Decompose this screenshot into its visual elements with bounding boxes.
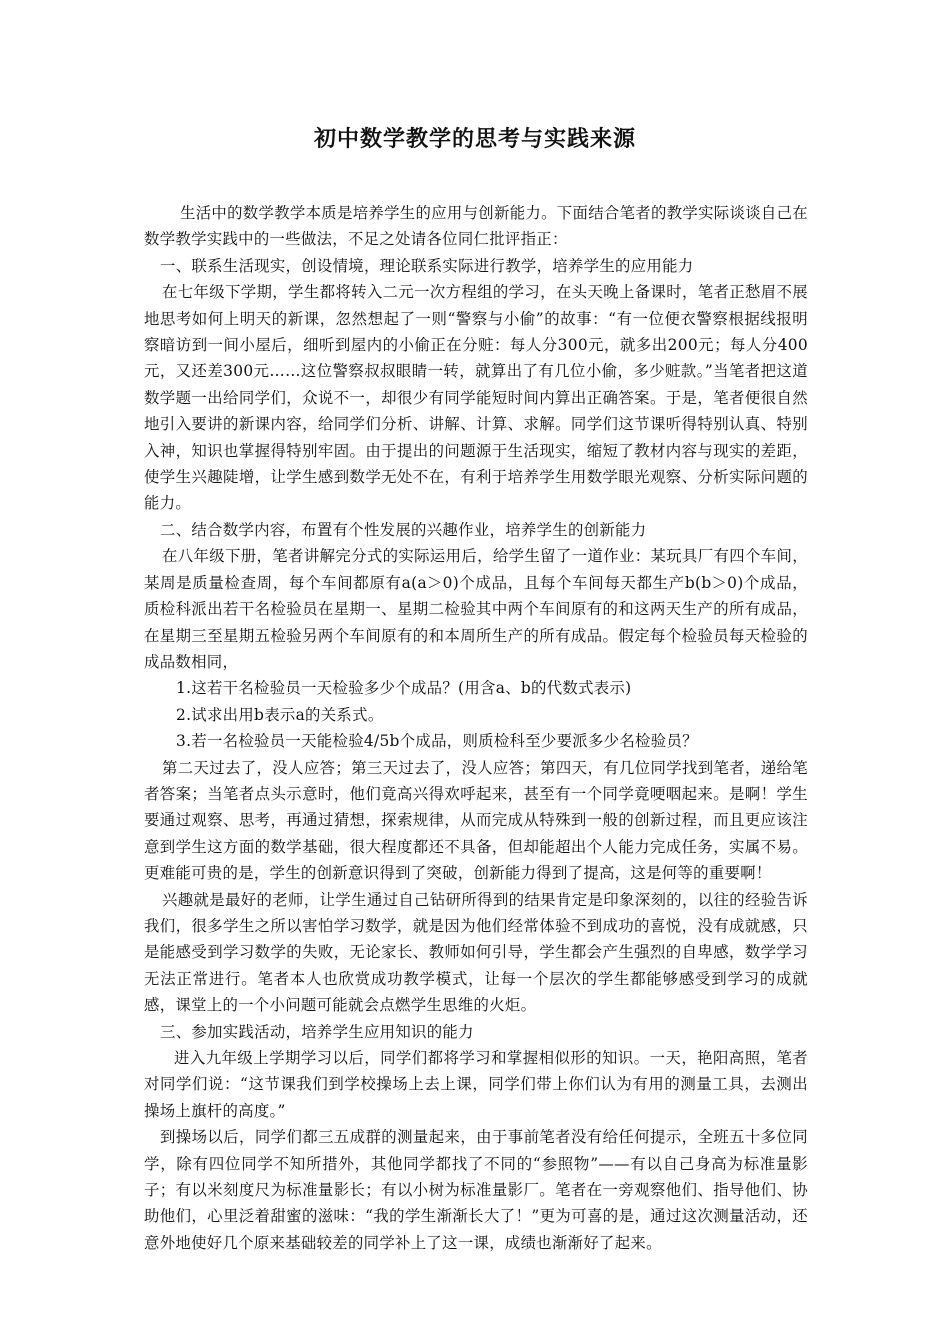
section-heading-2: 二、结合数学内容，布置有个性发展的兴趣作业，培养学生的创新能力: [160, 520, 647, 539]
section-heading-1: 一、联系生活现实，创设情境，理论联系实际进行教学，培养学生的应用能力: [160, 256, 694, 275]
intro-paragraph: 生活中的数学教学本质是培养学生的应用与创新能力。下面结合笔者的教学实际谈谈自己在数学教学实践中的一些做法，不足之处请各位同仁批评指正：: [144, 204, 808, 249]
body-paragraph: 进入九年级上学期学习以后，同学们都将学习和掌握相似形的知识。一天，艳阳高照，笔者对同学们说：“这节课我们到学校操场上去上课，同学们带上你们认为有用的测量工具，去测出操场上旗杆的高度。”: [144, 1049, 808, 1120]
list-item: 3.若一名检验员一天能检验4/5b个成品，则质检科至少要派多少名检验员？: [176, 732, 698, 751]
body-paragraph: 兴趣就是最好的老师，让学生通过自己钻研所得到的结果肯定是印象深刻的，以往的经验告诉我们，很多学生之所以害怕学习数学，就是因为他们经常体验不到成功的喜悦，没有成就感，只是能感受到学习数学的失败，无论家长、教师如何引导，学生都会产生强烈的自卑感，数学学习无法正常进行。笔者本人也欣赏成功教学模式，让每一个层次的学生都能够感受到学习的成就感，课堂上的一个小问题可能就会点燃学生思维的火炬。: [144, 890, 808, 1015]
document-title: 初中数学教学的思考与实践来源: [313, 127, 636, 152]
body-paragraph: 到操场以后，同学们都三五成群的测量起来，由于事前笔者没有给任何提示，全班五十多位同学，除有四位同学不知所措外，其他同学都找了不同的“参照物”——有以自己身高为标准量影子；有以米刻度尺为标准量影长；有以小树为标准量影厂。笔者在一旁观察他们、指导他们、协助他们，心里泛着甜蜜的滋味：“我的学生渐渐长大了！”更为可喜的是，通过这次测量活动，还意外地使好几个原来基础较差的同学补上了这一课，成绩也渐渐好了起来。: [144, 1128, 808, 1252]
document-body: [144, 200, 808, 1256]
body-paragraph: 在八年级下册，笔者讲解完分式的实际运用后，给学生留了一道作业：某玩具厂有四个车间，某周是质量检查周，每个车间都原有a(a＞0)个成品，且每个车间每天都生产b(b＞0)个成品，质检科派出若干名检验员在星期一、星期二检验其中两个车间原有的和这两天生产的所有成品，在星期三至星期五检验另两个车间原有的和本周所生产的所有成品。假定每个检验员每天检验的成品数相同，: [144, 547, 808, 671]
list-item: 2.试求出用b表示a的关系式。: [176, 705, 384, 724]
list-item: 1.这若干名检验员一天检验多少个成品？(用含a、b的代数式表示): [176, 679, 632, 698]
body-paragraph: 第二天过去了，没人应答；第三天过去了，没人应答；第四天，有几位同学找到笔者，递给笔者答案；当笔者点头示意时，他们竟高兴得欢呼起来，甚至有一个同学竟哽咽起来。是啊！学生要通过观察、思考，再通过猜想，探索规律，从而完成从特殊到一般的创新过程，而且更应该注意到学生这方面的数学基础，很大程度都还不具备，但却能超出个人能力完成任务，实属不易。更难能可贵的是，学生的创新意识得到了突破，创新能力得到了提高，这是何等的重要啊！: [144, 758, 808, 883]
section-heading-3: 三、参加实践活动，培养学生应用知识的能力: [160, 1022, 474, 1041]
body-paragraph: 在七年级下学期，学生都将转入二元一次方程组的学习，在头天晚上备课时，笔者正愁眉不展地思考如何上明天的新课，忽然想起了一则“警察与小偷”的故事：“有一位便衣警察根据线报明察暗访到一间小屋后，细听到屋内的小偷正在分赃：每人分300元，就多出200元；每人分400元，又还差300元……这位警察叔叔眼睛一转，就算出了有几位小偷，多少赃款。”当笔者把这道数学题一出给同学们，众说不一，却很少有同学能短时间内算出正确答案。于是，笔者便很自然地引入要讲的新课内容，给同学们分析、讲解、计算、求解。同学们这节课听得特别认真、特别入神，知识也掌握得特别牢固。由于提出的问题源于生活现实，缩短了教材内容与现实的差距，使学生兴趣陡增，让学生感到数学无处不在，有利于培养学生用数学眼光观察、分析实际问题的能力。: [144, 283, 808, 513]
